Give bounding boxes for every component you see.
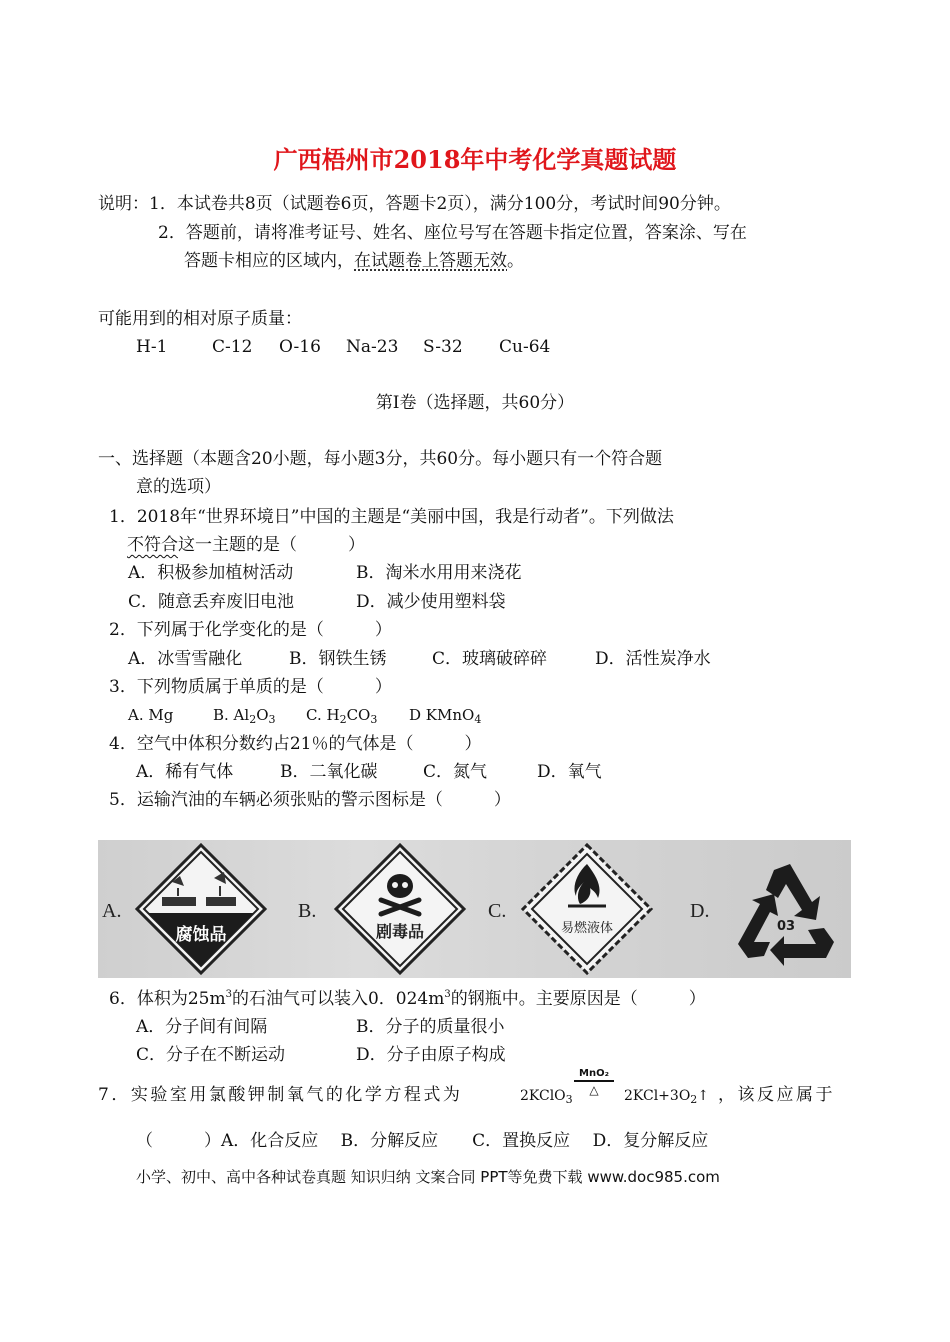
atomic-mass-heading: 可能用到的相对原子质量：	[98, 309, 302, 329]
q3-option-b	[213, 708, 276, 725]
q3-option-a: A. Mg	[128, 706, 174, 724]
sign-label-a: A.	[102, 900, 122, 922]
flammable-liquid-sign-icon	[520, 842, 654, 976]
q7-gas-arrow: ↑	[697, 1088, 710, 1104]
q1-option-a: A．积极参加植树活动	[128, 563, 294, 583]
sign-label-b: B.	[298, 900, 317, 922]
instructions-line-3-end: 。	[507, 251, 524, 271]
q3-c-text2: CO	[346, 706, 371, 724]
q6-stem-end: 的钢瓶中。主要原因是（ ）	[450, 989, 706, 1009]
q4-option-c: C．氮气	[423, 762, 488, 782]
hazard-signs-photo	[98, 840, 851, 978]
recycling-code: 03	[776, 919, 796, 934]
section-heading-line-2: 意的选项）	[136, 477, 221, 497]
atomic-mass-o: O-16	[279, 337, 321, 357]
q6-option-d: D．分子由原子构成	[356, 1045, 506, 1065]
q3-b-text: B. Al	[213, 706, 250, 724]
q7-catalyst: MnO₂	[579, 1068, 609, 1079]
q3-c-sub2: 3	[370, 713, 378, 726]
q1-option-d: D．减少使用塑料袋	[356, 592, 506, 612]
q7-products: 2KCl+3O	[624, 1088, 691, 1104]
q6-option-c: C．分子在不断运动	[136, 1045, 286, 1065]
q1-stem-line-2	[127, 537, 365, 554]
q3-b-text2: O	[256, 706, 269, 724]
instructions-line-3-text: 答题卡相应的区域内，	[184, 251, 354, 271]
q1-emphasis: 不符合	[127, 535, 178, 555]
part-one-title: 第Ⅰ卷（选择题，共60分）	[375, 393, 575, 413]
q6-sup-2: 3	[444, 989, 451, 1000]
instructions-line-2: 2．答题前，请将准考证号、姓名、座位号写在答题卡指定位置，答案涂、写在	[158, 223, 747, 243]
sign-label-c: C.	[488, 900, 507, 922]
footer-download-notice: 小学、初中、高中各种试卷真题 知识归纳 文案合同 PPT等免费下载 www.doc985.com	[136, 1168, 720, 1186]
q6-sup-1: 3	[225, 989, 232, 1000]
q3-b-sub2: 3	[268, 713, 276, 726]
q1-stem: 1．2018年“世界环境日”中国的主题是“美丽中国，我是行动者”。下列做法	[109, 507, 674, 527]
q2-stem: 2．下列属于化学变化的是（ ）	[109, 620, 392, 640]
q7-stem: 7．实验室用氯酸钾制氧气的化学方程式为	[98, 1085, 463, 1105]
atomic-mass-s: S-32	[423, 337, 463, 357]
q7-reaction-condition	[574, 1068, 614, 1097]
q7-reaction-bar	[574, 1080, 614, 1082]
sign-label-d: D.	[690, 900, 710, 922]
q4-option-b: B．二氧化碳	[280, 762, 378, 782]
q7-heat-symbol: △	[589, 1083, 599, 1097]
q2-option-c: C．玻璃破碎碎	[432, 649, 548, 669]
atomic-mass-h: H-1	[136, 337, 168, 357]
q5-stem: 5．运输汽油的车辆必须张贴的警示图标是（ ）	[109, 790, 511, 810]
q3-c-text: C. H	[306, 706, 340, 724]
corrosive-sign-icon	[134, 842, 268, 976]
q1-option-c: C．随意丢弃废旧电池	[128, 592, 295, 612]
q3-d-sub: 4	[474, 713, 482, 726]
document-title: 广西梧州市2018年中考化学真题试题	[273, 145, 677, 174]
toxic-label: 剧毒品	[375, 922, 425, 941]
q6-stem-middle: 的石油气可以装入0．024m	[231, 989, 445, 1009]
q6-stem	[109, 990, 706, 1008]
toxic-sign-icon	[333, 842, 467, 976]
flammable-label: 易燃液体	[560, 921, 614, 936]
emphasis-no-answer-on-paper: 在试题卷上答题无效	[354, 251, 507, 271]
q6-option-a: A．分子间有间隔	[136, 1017, 268, 1037]
atomic-mass-c: C-12	[212, 337, 253, 357]
q2-option-a: A．冰雪雪融化	[128, 649, 243, 669]
instructions-line-3	[184, 253, 524, 270]
q3-d-text: D KMnO	[409, 706, 475, 724]
q4-option-d: D．氧气	[537, 762, 602, 782]
q1-option-b: B．淘米水用用来浇花	[356, 563, 522, 583]
corrosive-label: 腐蚀品	[175, 925, 227, 945]
q7-reactant: 2KClO	[520, 1088, 566, 1104]
q7-options: （ ）A．化合反应 B．分解反应 C．置换反应 D．复分解反应	[136, 1131, 709, 1151]
recycling-sign-icon	[734, 858, 840, 970]
q7-equation-right	[624, 1089, 709, 1105]
atomic-mass-cu: Cu-64	[499, 337, 551, 357]
q3-stem: 3．下列物质属于单质的是（ ）	[109, 677, 392, 697]
q6-option-b: B．分子的质量很小	[356, 1017, 505, 1037]
q4-option-a: A．稀有气体	[136, 762, 234, 782]
q7-equation-left	[520, 1089, 573, 1105]
section-heading-line-1: 一、选择题（本题含20小题，每小题3分，共60分。每小题只有一个符合题	[98, 449, 663, 469]
q3-option-c	[306, 708, 377, 725]
q1-stem-rest: 这一主题的是（ ）	[178, 535, 365, 555]
q7-stem-end: ，该反应属于	[718, 1085, 835, 1105]
q3-c-sub1: 2	[339, 713, 347, 726]
instructions-line-1: 说明：1．本试卷共8页（试题卷6页，答题卡2页），满分100分，考试时间90分钟。	[98, 194, 731, 214]
q3-b-sub1: 2	[249, 713, 257, 726]
q2-option-b: B．钢铁生锈	[289, 649, 387, 669]
q7-reactant-sub: 3	[565, 1093, 573, 1106]
q7-product-sub: 2	[690, 1093, 698, 1106]
atomic-mass-na: Na-23	[346, 337, 399, 357]
q6-stem-start: 6．体积为25m	[109, 989, 226, 1009]
q2-option-d: D．活性炭净水	[595, 649, 711, 669]
q3-option-d	[409, 708, 481, 725]
q4-stem: 4．空气中体积分数约占21％的气体是（ ）	[109, 734, 482, 754]
